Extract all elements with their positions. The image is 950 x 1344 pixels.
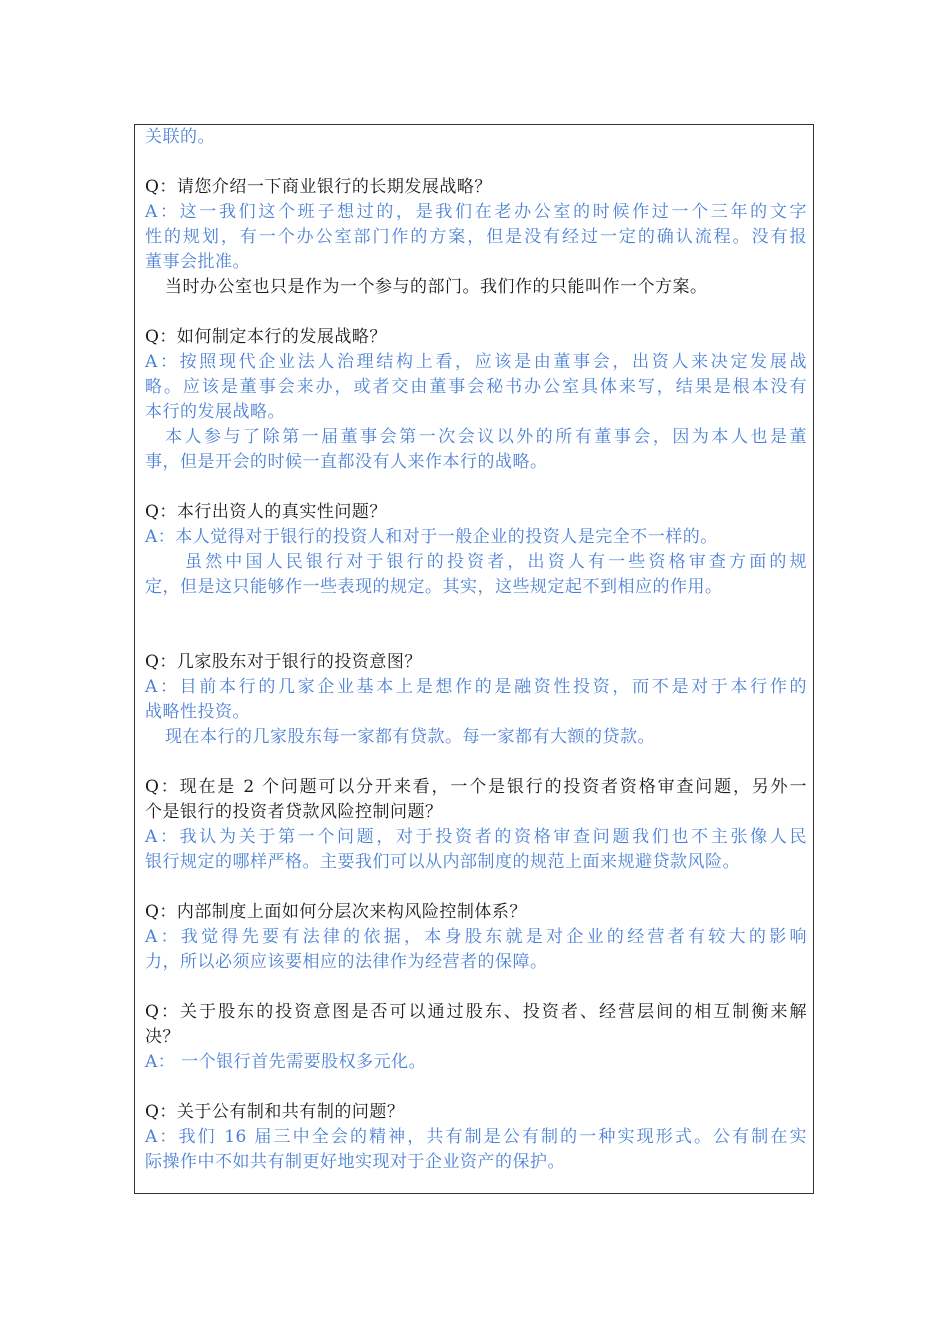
question-line: Q：请您介绍一下商业银行的长期发展战略？ (145, 177, 492, 197)
question-line: 个是银行的投资者贷款风险控制问题？ (145, 802, 443, 822)
answer-paragraph-line: 本人参与了除第一届董事会第一次会议以外的所有董事会，因为本人也是董 (165, 427, 807, 447)
answer-line: A：这一我们这个班子想过的，是我们在老办公室的时候作过一个三年的文字 (145, 202, 807, 222)
question-line: Q：本行出资人的真实性问题？ (145, 502, 387, 522)
answer-paragraph-line: 虽然中国人民银行对于银行的投资者，出资人有一些资格审查方面的规 (185, 552, 807, 572)
answer-line: 董事会批准。 (145, 252, 250, 272)
answer-line: 本行的发展战略。 (145, 402, 285, 422)
answer-line: 事，但是开会的时候一直都没有人来作本行的战略。 (145, 452, 548, 472)
question-line: Q：如何制定本行的发展战略？ (145, 327, 387, 347)
answer-line: A：目前本行的几家企业基本上是想作的是融资性投资，而不是对于本行作的 (145, 677, 807, 697)
answer-continuation-line: 关联的。 (145, 127, 215, 147)
answer-line: 略。应该是董事会来办，或者交由董事会秘书办公室具体来写，结果是根本没有 (145, 377, 807, 397)
question-line: 决？ (145, 1027, 180, 1047)
answer-line: A：我们 16 届三中全会的精神，共有制是公有制的一种实现形式。公有制在实 (145, 1127, 807, 1147)
question-line: Q：内部制度上面如何分层次来构风险控制体系？ (145, 902, 527, 922)
question-line: Q：关于公有制和共有制的问题？ (145, 1102, 405, 1122)
answer-line: 际操作中不如共有制更好地实现对于企业资产的保护。 (145, 1152, 565, 1172)
question-line: Q：关于股东的投资意图是否可以通过股东、投资者、经营层间的相互制衡来解 (145, 1002, 807, 1022)
question-line: Q：现在是 2 个问题可以分开来看，一个是银行的投资者资格审查问题，另外一 (145, 777, 807, 797)
answer-line: A：按照现代企业法人治理结构上看，应该是由董事会，出资人来决定发展战 (145, 352, 807, 372)
answer-line: A：本人觉得对于银行的投资人和对于一般企业的投资人是完全不一样的。 (145, 527, 718, 547)
answer-line: 定，但是这只能够作一些表现的规定。其实，这些规定起不到相应的作用。 (145, 577, 723, 597)
answer-line: A：我觉得先要有法律的依据，本身股东就是对企业的经营者有较大的影响 (145, 927, 807, 947)
answer-line: 战略性投资。 (145, 702, 250, 722)
answer-line: A：我认为关于第一个问题，对于投资者的资格审查问题我们也不主张像人民 (145, 827, 807, 847)
answer-line: 银行规定的哪样严格。主要我们可以从内部制度的规范上面来规避贷款风险。 (145, 852, 740, 872)
answer-line: 力，所以必须应该要相应的法律作为经营者的保障。 (145, 952, 548, 972)
answer-paragraph-line: 当时办公室也只是作为一个参与的部门。我们作的只能叫作一个方案。 (165, 277, 708, 297)
answer-line: A： 一个银行首先需要股权多元化。 (145, 1052, 427, 1072)
answer-paragraph-line: 现在本行的几家股东每一家都有贷款。每一家都有大额的贷款。 (165, 727, 655, 747)
answer-line: 性的规划，有一个办公室部门作的方案，但是没有经过一定的确认流程。没有报 (145, 227, 807, 247)
question-line: Q：几家股东对于银行的投资意图？ (145, 652, 422, 672)
qa-table-cell (134, 124, 814, 1194)
